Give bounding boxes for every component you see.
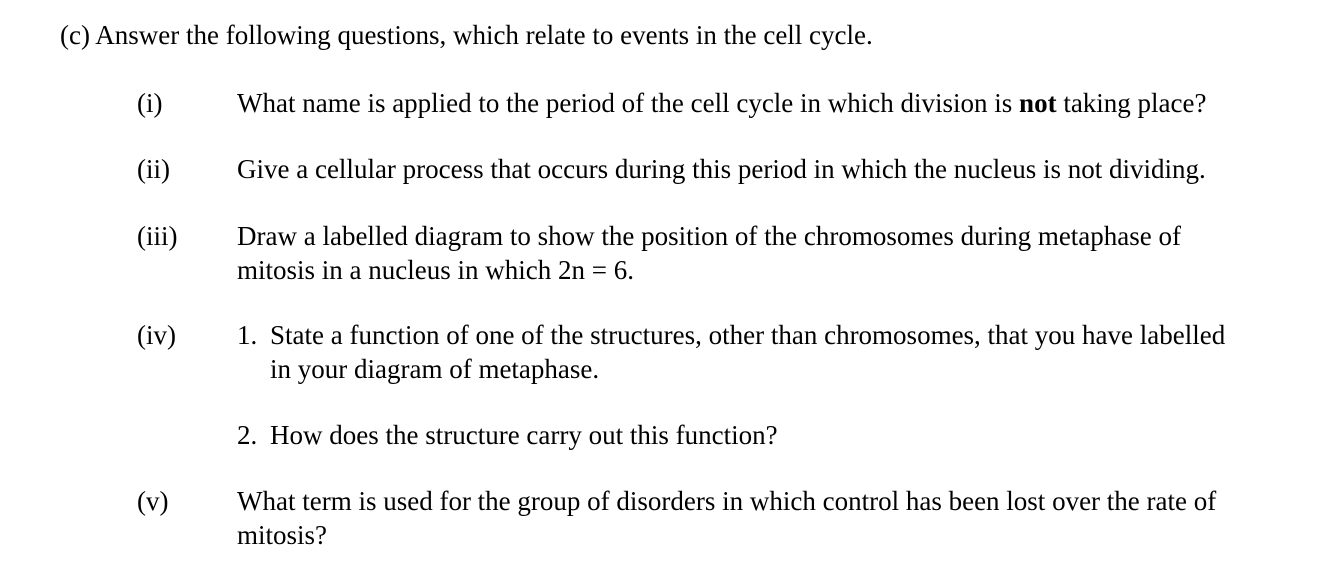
sub-number-1: 1. bbox=[237, 320, 258, 350]
emphasis-not: not bbox=[1019, 88, 1057, 118]
question-number-iii: (iii) bbox=[137, 221, 178, 251]
question-number-i: (i) bbox=[137, 88, 163, 118]
question-iv-part1: 1. State a function of one of the structures, other than chromosomes, that you have labelled in your diagram of metaphase. bbox=[237, 320, 1226, 384]
question-iii-text: Draw a labelled diagram to show the position of the chromosomes during metaphase of mitosis in a nucleus in which 2n = 6. bbox=[237, 221, 1182, 285]
question-number-ii: (ii) bbox=[137, 154, 170, 184]
sub-number-2: 2. bbox=[237, 420, 258, 450]
question-intro bbox=[60, 18, 873, 52]
question-v-text: What term is used for the group of disorders in which control has been lost over the rate of mitosis? bbox=[237, 486, 1217, 550]
question-number-v: (v) bbox=[137, 486, 169, 516]
question-i-text: What name is applied to the period of the cell cycle in which division is not taking place? bbox=[237, 88, 1207, 118]
intro-text: Answer the following questions, which relate to events in the cell cycle. bbox=[95, 20, 873, 50]
question-number-iv: (iv) bbox=[137, 320, 176, 350]
question-iv-part2: 2. How does the structure carry out this function? bbox=[237, 420, 778, 450]
part-label: (c) bbox=[60, 20, 90, 50]
question-ii-text: Give a cellular process that occurs during this period in which the nucleus is not dividing. bbox=[237, 154, 1206, 184]
